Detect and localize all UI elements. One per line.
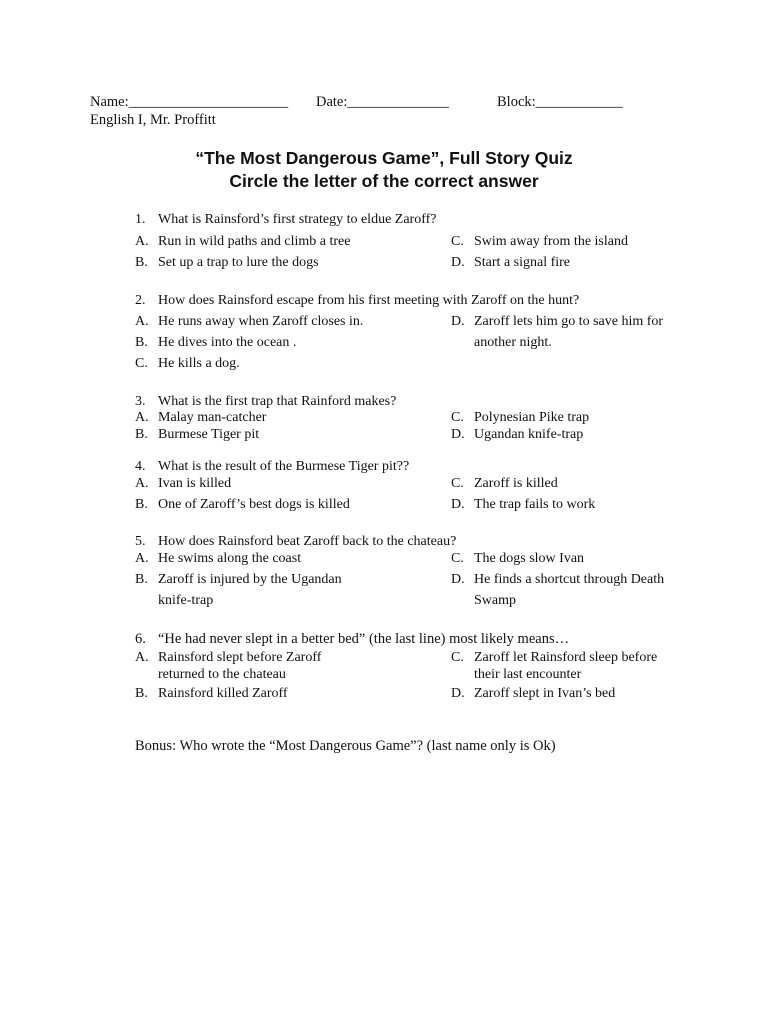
- question-text: What is the first trap that Rainford makes?: [158, 394, 397, 409]
- date-field: Date:______________: [316, 94, 449, 110]
- option-5d[interactable]: D. He finds a shortcut through Death: [451, 572, 665, 587]
- option-2d-continued: another night.: [474, 335, 552, 350]
- option-3c[interactable]: C. Polynesian Pike trap: [451, 410, 590, 425]
- option-4d[interactable]: D. The trap fails to work: [451, 497, 596, 512]
- option-5a[interactable]: A. He swims along the coast: [135, 551, 302, 566]
- option-5b[interactable]: B. Zaroff is injured by the Ugandan: [135, 572, 342, 587]
- option-1b[interactable]: B. Set up a trap to lure the dogs: [135, 255, 319, 270]
- block-field: Block:____________: [497, 94, 623, 110]
- question-text: What is the result of the Burmese Tiger pit??: [158, 459, 410, 474]
- question-text: “He had never slept in a better bed” (the last line) most likely means…: [158, 631, 570, 647]
- name-field: Name:______________________: [90, 94, 289, 110]
- bonus-question: Bonus: Who wrote the “Most Dangerous Game”? (last name only is Ok): [135, 738, 556, 754]
- option-6d[interactable]: D. Zaroff slept in Ivan’s bed: [451, 686, 616, 701]
- quiz-title: “The Most Dangerous Game”, Full Story Quiz: [195, 148, 573, 168]
- question-5: 5. How does Rainsford beat Zaroff back to the chateau?: [135, 534, 457, 549]
- option-4b[interactable]: B. One of Zaroff’s best dogs is killed: [135, 497, 350, 512]
- option-5c[interactable]: C. The dogs slow Ivan: [451, 551, 585, 566]
- option-4c[interactable]: C. Zaroff is killed: [451, 476, 558, 491]
- question-text: How does Rainsford escape from his first meeting with Zaroff on the hunt?: [158, 293, 580, 308]
- option-2c[interactable]: C. He kills a dog.: [135, 356, 240, 371]
- option-1a[interactable]: A. Run in wild paths and climb a tree: [135, 234, 351, 249]
- question-4: 4. What is the result of the Burmese Tiger pit??: [135, 459, 410, 474]
- question-text: What is Rainsford’s first strategy to eldue Zaroff?: [158, 212, 437, 227]
- question-2: 2. How does Rainsford escape from his first meeting with Zaroff on the hunt?: [135, 293, 580, 308]
- option-2b[interactable]: B. He dives into the ocean .: [135, 335, 297, 350]
- option-6a[interactable]: A. Rainsford slept before Zaroff: [135, 650, 322, 665]
- question-text: How does Rainsford beat Zaroff back to the chateau?: [158, 534, 457, 549]
- question-1: 1. What is Rainsford’s first strategy to eldue Zaroff?: [135, 212, 437, 227]
- option-1c[interactable]: C. Swim away from the island: [451, 234, 628, 249]
- question-3: 3. What is the first trap that Rainford makes?: [135, 394, 397, 409]
- option-4a[interactable]: A. Ivan is killed: [135, 476, 232, 491]
- option-6c-continued: their last encounter: [474, 667, 582, 682]
- option-6c[interactable]: C. Zaroff let Rainsford sleep before: [451, 650, 658, 665]
- option-2d[interactable]: D. Zaroff lets him go to save him for: [451, 314, 664, 329]
- quiz-instructions: Circle the letter of the correct answer: [229, 171, 539, 191]
- option-3b[interactable]: B. Burmese Tiger pit: [135, 427, 260, 442]
- option-6b[interactable]: B. Rainsford killed Zaroff: [135, 686, 288, 701]
- question-6: 6. “He had never slept in a better bed” (the last line) most likely means…: [135, 631, 570, 647]
- option-3a[interactable]: A. Malay man-catcher: [135, 410, 267, 425]
- option-5d-continued: Swamp: [474, 593, 516, 608]
- option-6a-continued: returned to the chateau: [158, 667, 286, 682]
- course-info: English I, Mr. Proffitt: [90, 112, 216, 128]
- option-1d[interactable]: D. Start a signal fire: [451, 255, 571, 270]
- option-2a[interactable]: A. He runs away when Zaroff closes in.: [135, 314, 364, 329]
- option-3d[interactable]: D. Ugandan knife-trap: [451, 427, 584, 442]
- option-5b-continued: knife-trap: [158, 593, 214, 608]
